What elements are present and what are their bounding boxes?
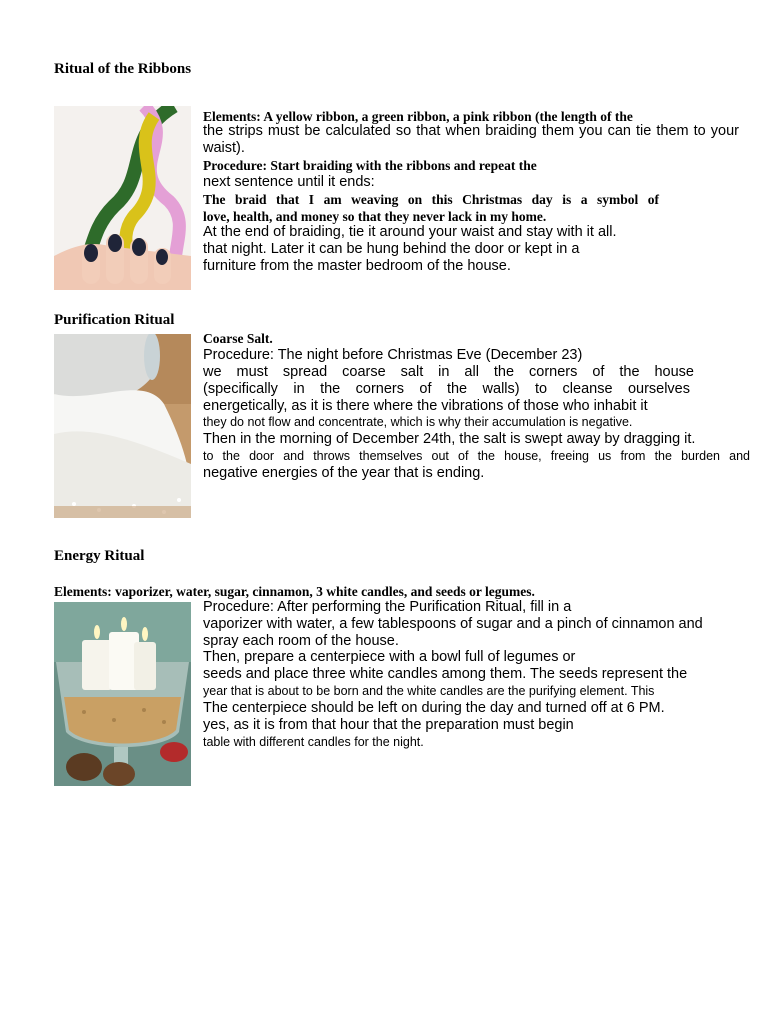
purification-text-line: we must spread coarse salt in all the corners of the house [203, 364, 694, 380]
energy-elements-line: Elements: vaporizer, water, sugar, cinnamon, 3 white candles, and seeds or legumes. [54, 584, 535, 599]
salt-photo [54, 334, 191, 518]
section-title-purification: Purification Ritual [54, 312, 175, 328]
energy-text-line: The centerpiece should be left on during the day and turned off at 6 PM. [203, 700, 665, 716]
ribbons-text-line: the strips must be calculated so that when braiding them you can tie them to your [203, 123, 739, 139]
purification-text-line: Then in the morning of December 24th, the salt is swept away by dragging it. [203, 431, 696, 447]
energy-text-line: yes, as it is from that hour that the preparation must begin [203, 717, 574, 733]
energy-text-line: Then, prepare a centerpiece with a bowl full of legumes or [203, 649, 576, 665]
purification-text-line: energetically, as it is there where the vibrations of those who inhabit it [203, 398, 648, 414]
ribbons-text-line: waist). [203, 140, 245, 156]
energy-text-line: spray each room of the house. [203, 633, 399, 649]
energy-text-line: seeds and place three white candles among them. The seeds represent the [203, 666, 688, 682]
energy-text-line: table with different candles for the night. [203, 735, 424, 749]
purification-text-line: to the door and throws themselves out of the house, freeing us from the burden and [203, 449, 750, 463]
purification-text-line: they do not flow and concentrate, which is why their accumulation is negative. [203, 415, 633, 429]
section-title-energy: Energy Ritual [54, 548, 145, 564]
ribbons-braid-sentence: The braid that I am weaving on this Christmas day is a symbol of [203, 192, 659, 207]
energy-text-line: year that is about to be born and the white candles are the purifying element. This [203, 684, 655, 698]
ribbons-text-line: At the end of braiding, tie it around your waist and stay with it all. [203, 224, 617, 240]
purification-text-line: (specifically in the corners of the walls) to cleanse ourselves [203, 381, 690, 397]
purification-elements-line: Coarse Salt. [203, 331, 273, 346]
ribbons-procedure-line: Procedure: Start braiding with the ribbons and repeat the [203, 158, 537, 173]
ribbons-text-line: that night. Later it can be hung behind the door or kept in a [203, 241, 580, 257]
ribbons-photo [54, 106, 191, 290]
energy-procedure-line: Procedure: After performing the Purification Ritual, fill in a [203, 599, 572, 615]
candles-photo [54, 602, 191, 786]
purification-text-line: negative energies of the year that is ending. [203, 465, 485, 481]
energy-text-line: vaporizer with water, a few tablespoons of sugar and a pinch of cinnamon and [203, 616, 703, 632]
section-title-ribbons: Ritual of the Ribbons [54, 61, 192, 77]
ribbons-text-line: next sentence until it ends: [203, 174, 375, 190]
purification-procedure-line: Procedure: The night before Christmas Eve (December 23) [203, 347, 583, 363]
ribbons-braid-sentence: love, health, and money so that they never lack in my home. [203, 209, 547, 224]
ribbons-elements-line: Elements: A yellow ribbon, a green ribbon, a pink ribbon (the length of the [203, 109, 633, 124]
ribbons-text-line: furniture from the master bedroom of the house. [203, 258, 511, 274]
